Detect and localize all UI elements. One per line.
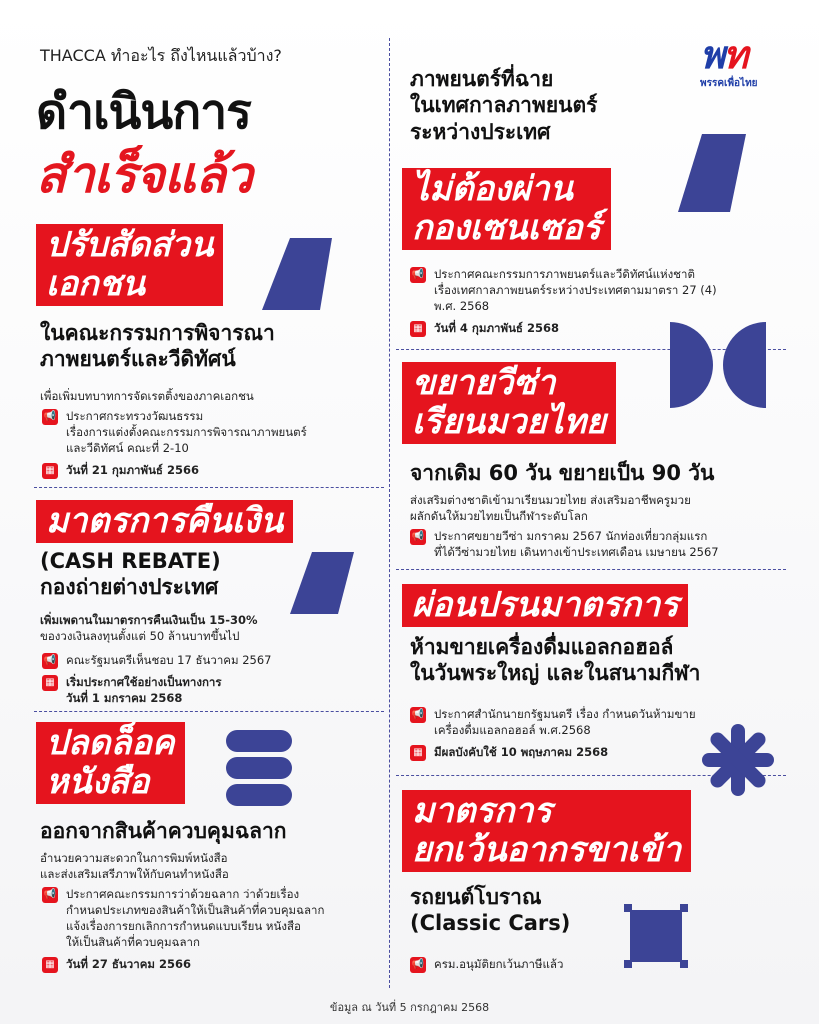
page-title-highlight: สำเร็จแล้ว (36, 146, 252, 204)
logo-mark (700, 33, 784, 77)
parallelogram-shape (262, 238, 332, 310)
section-subtitle: ออกจากสินค้าควบคุมฉลาก (40, 819, 287, 843)
section-heading: ปรับสัดส่วน เอกชน (36, 224, 223, 306)
section-divider (34, 711, 384, 712)
calendar-icon: ▦ (42, 675, 58, 691)
section-subtitle: รถยนต์โบราณ (Classic Cars) (410, 885, 571, 936)
section-heading-cash-rebate: มาตรการคืนเงิน (36, 500, 293, 543)
section-subtitle: ห้ามขายเครื่องดื่มแอลกอฮอล์ ในวันพระใหญ่ และในสนามกีฬา (410, 635, 701, 686)
megaphone-icon: 📢 (42, 409, 58, 425)
section-heading-relax: ผ่อนปรนมาตรการ (402, 584, 688, 627)
footer-note: ข้อมูล ณ วันที่ 5 กรกฎาคม 2568 (329, 1001, 490, 1014)
date-item: ▦ เริ่มประกาศใช้อย่างเป็นทางการ วันที่ 1 มกราคม 2568 (42, 674, 222, 706)
section-divider (396, 569, 786, 570)
megaphone-icon: 📢 (410, 957, 426, 973)
section-desc: เพื่อเพิ่มบทบาทการจัดเรตติ้งของภาคเอกชน (40, 389, 254, 403)
logo-mark-left: พ (700, 33, 724, 77)
square-frame-shape (620, 900, 692, 972)
calendar-icon: ▦ (42, 957, 58, 973)
section-divider (34, 487, 384, 488)
announcement-item: 📢 ประกาศคณะกรรมการว่าด้วยฉลาก ว่าด้วยเรื่อง กำหนดประเภทของสินค้าให้เป็นสินค้าที่ควบคุมฉลาก แจ้งเรื่องการยกเลิกการกำหนดแบบเรียน หนังสือ ให้เป็นสินค้าที่ควบคุมฉลาก (43, 887, 325, 950)
section-heading-no-censor: ไม่ต้องผ่าน กองเซนเซอร์ (402, 168, 611, 250)
announcement-item: 📢 ประกาศกระทรวงวัฒนธรรม เรื่องการแต่งตั้งคณะกรรมการพิจารณาภาพยนตร์ และวีดิทัศน์ คณะที่ 2-10 (43, 409, 307, 456)
page-title: ดำเนินการ (36, 84, 251, 140)
calendar-icon: ▦ (42, 463, 58, 479)
calendar-icon: ▦ (410, 321, 426, 337)
section-subtitle: ในคณะกรรมการพิจารณา ภาพยนตร์และวีดิทัศน์ (40, 321, 275, 372)
date-item: ▦ วันที่ 21 กุมภาพันธ์ 2566 (42, 462, 199, 479)
announcement-item: 📢 ประกาศสำนักนายกรัฐมนตรี เรื่อง กำหนดวันห้ามขาย เครื่องดื่มแอลกอฮอล์ พ.ศ.2568 (411, 707, 696, 738)
announcement-item: 📢 ประกาศขยายวีซ่า มกราคม 2567 นักท่องเที่ยวกลุ่มแรก ที่ได้วีซ่ามวยไทย เดินทางเข้าประเทศเดือน เมษายน 2567 (411, 529, 719, 560)
megaphone-icon: 📢 (42, 887, 58, 903)
kicker-text: THACCA ทำอะไร ถึงไหนแล้วบ้าง? (40, 46, 282, 65)
megaphone-icon: 📢 (410, 529, 426, 545)
section-subtitle: (CASH REBATE) กองถ่ายต่างประเทศ (40, 549, 221, 600)
date-item: ▦ มีผลบังคับใช้ 10 พฤษภาคม 2568 (410, 744, 608, 761)
column-divider (389, 38, 390, 988)
section-heading-visa: ขยายวีซ่า เรียนมวยไทย (402, 362, 616, 444)
section-intro: ภาพยนตร์ที่ฉาย ในเทศกาลภาพยนตร์ ระหว่างประเทศ (410, 67, 598, 144)
half-circles-shape (670, 322, 766, 408)
section-private-ratio (36, 224, 223, 306)
announcement-item: 📢 คณะรัฐมนตรีเห็นชอบ 17 ธันวาคม 2567 (43, 653, 272, 667)
party-logo (700, 33, 784, 91)
asterisk-shape (702, 724, 774, 796)
announcement-item: 📢 ครม.อนุมัติยกเว้นภาษีแล้ว (411, 957, 564, 971)
section-desc: เพิ่มเพดานในมาตรการคืนเงินเป็น 15-30% ของวงเงินลงทุนตั้งแต่ 50 ล้านบาทขึ้นไป (40, 613, 258, 644)
section-desc: อำนวยความสะดวกในการพิมพ์หนังสือ และส่งเสริมเสรีภาพให้กับคนทำหนังสือ (40, 851, 229, 882)
section-subtitle: จากเดิม 60 วัน ขยายเป็น 90 วัน (410, 461, 715, 485)
stack-shape (226, 730, 292, 806)
calendar-icon: ▦ (410, 745, 426, 761)
parallelogram-shape (290, 552, 354, 614)
megaphone-icon: 📢 (410, 267, 426, 283)
megaphone-icon: 📢 (42, 653, 58, 669)
announcement-item: 📢 ประกาศคณะกรรมการภาพยนตร์และวีดิทัศน์แห่งชาติ เรื่องเทศกาลภาพยนตร์ระหว่างประเทศตามมาตรา 27 (4) พ.ศ. 2568 (411, 267, 717, 314)
logo-mark-right: ท (723, 33, 747, 77)
date-item: ▦ วันที่ 4 กุมภาพันธ์ 2568 (410, 320, 559, 337)
date-item: ▦ วันที่ 27 ธันวาคม 2566 (42, 956, 191, 973)
section-heading-import-duty: มาตรการ ยกเว้นอากรขาเข้า (402, 790, 691, 872)
section-desc: ส่งเสริมต่างชาติเข้ามาเรียนมวยไทย ส่งเสริมอาชีพครูมวย ผลักดันให้มวยไทยเป็นกีฬาระดับโลก (410, 493, 691, 524)
megaphone-icon: 📢 (410, 707, 426, 723)
parallelogram-shape (678, 134, 746, 212)
logo-name: พรรคเพื่อไทย (700, 78, 758, 89)
section-heading-books: ปลดล็อค หนังสือ (36, 722, 185, 804)
